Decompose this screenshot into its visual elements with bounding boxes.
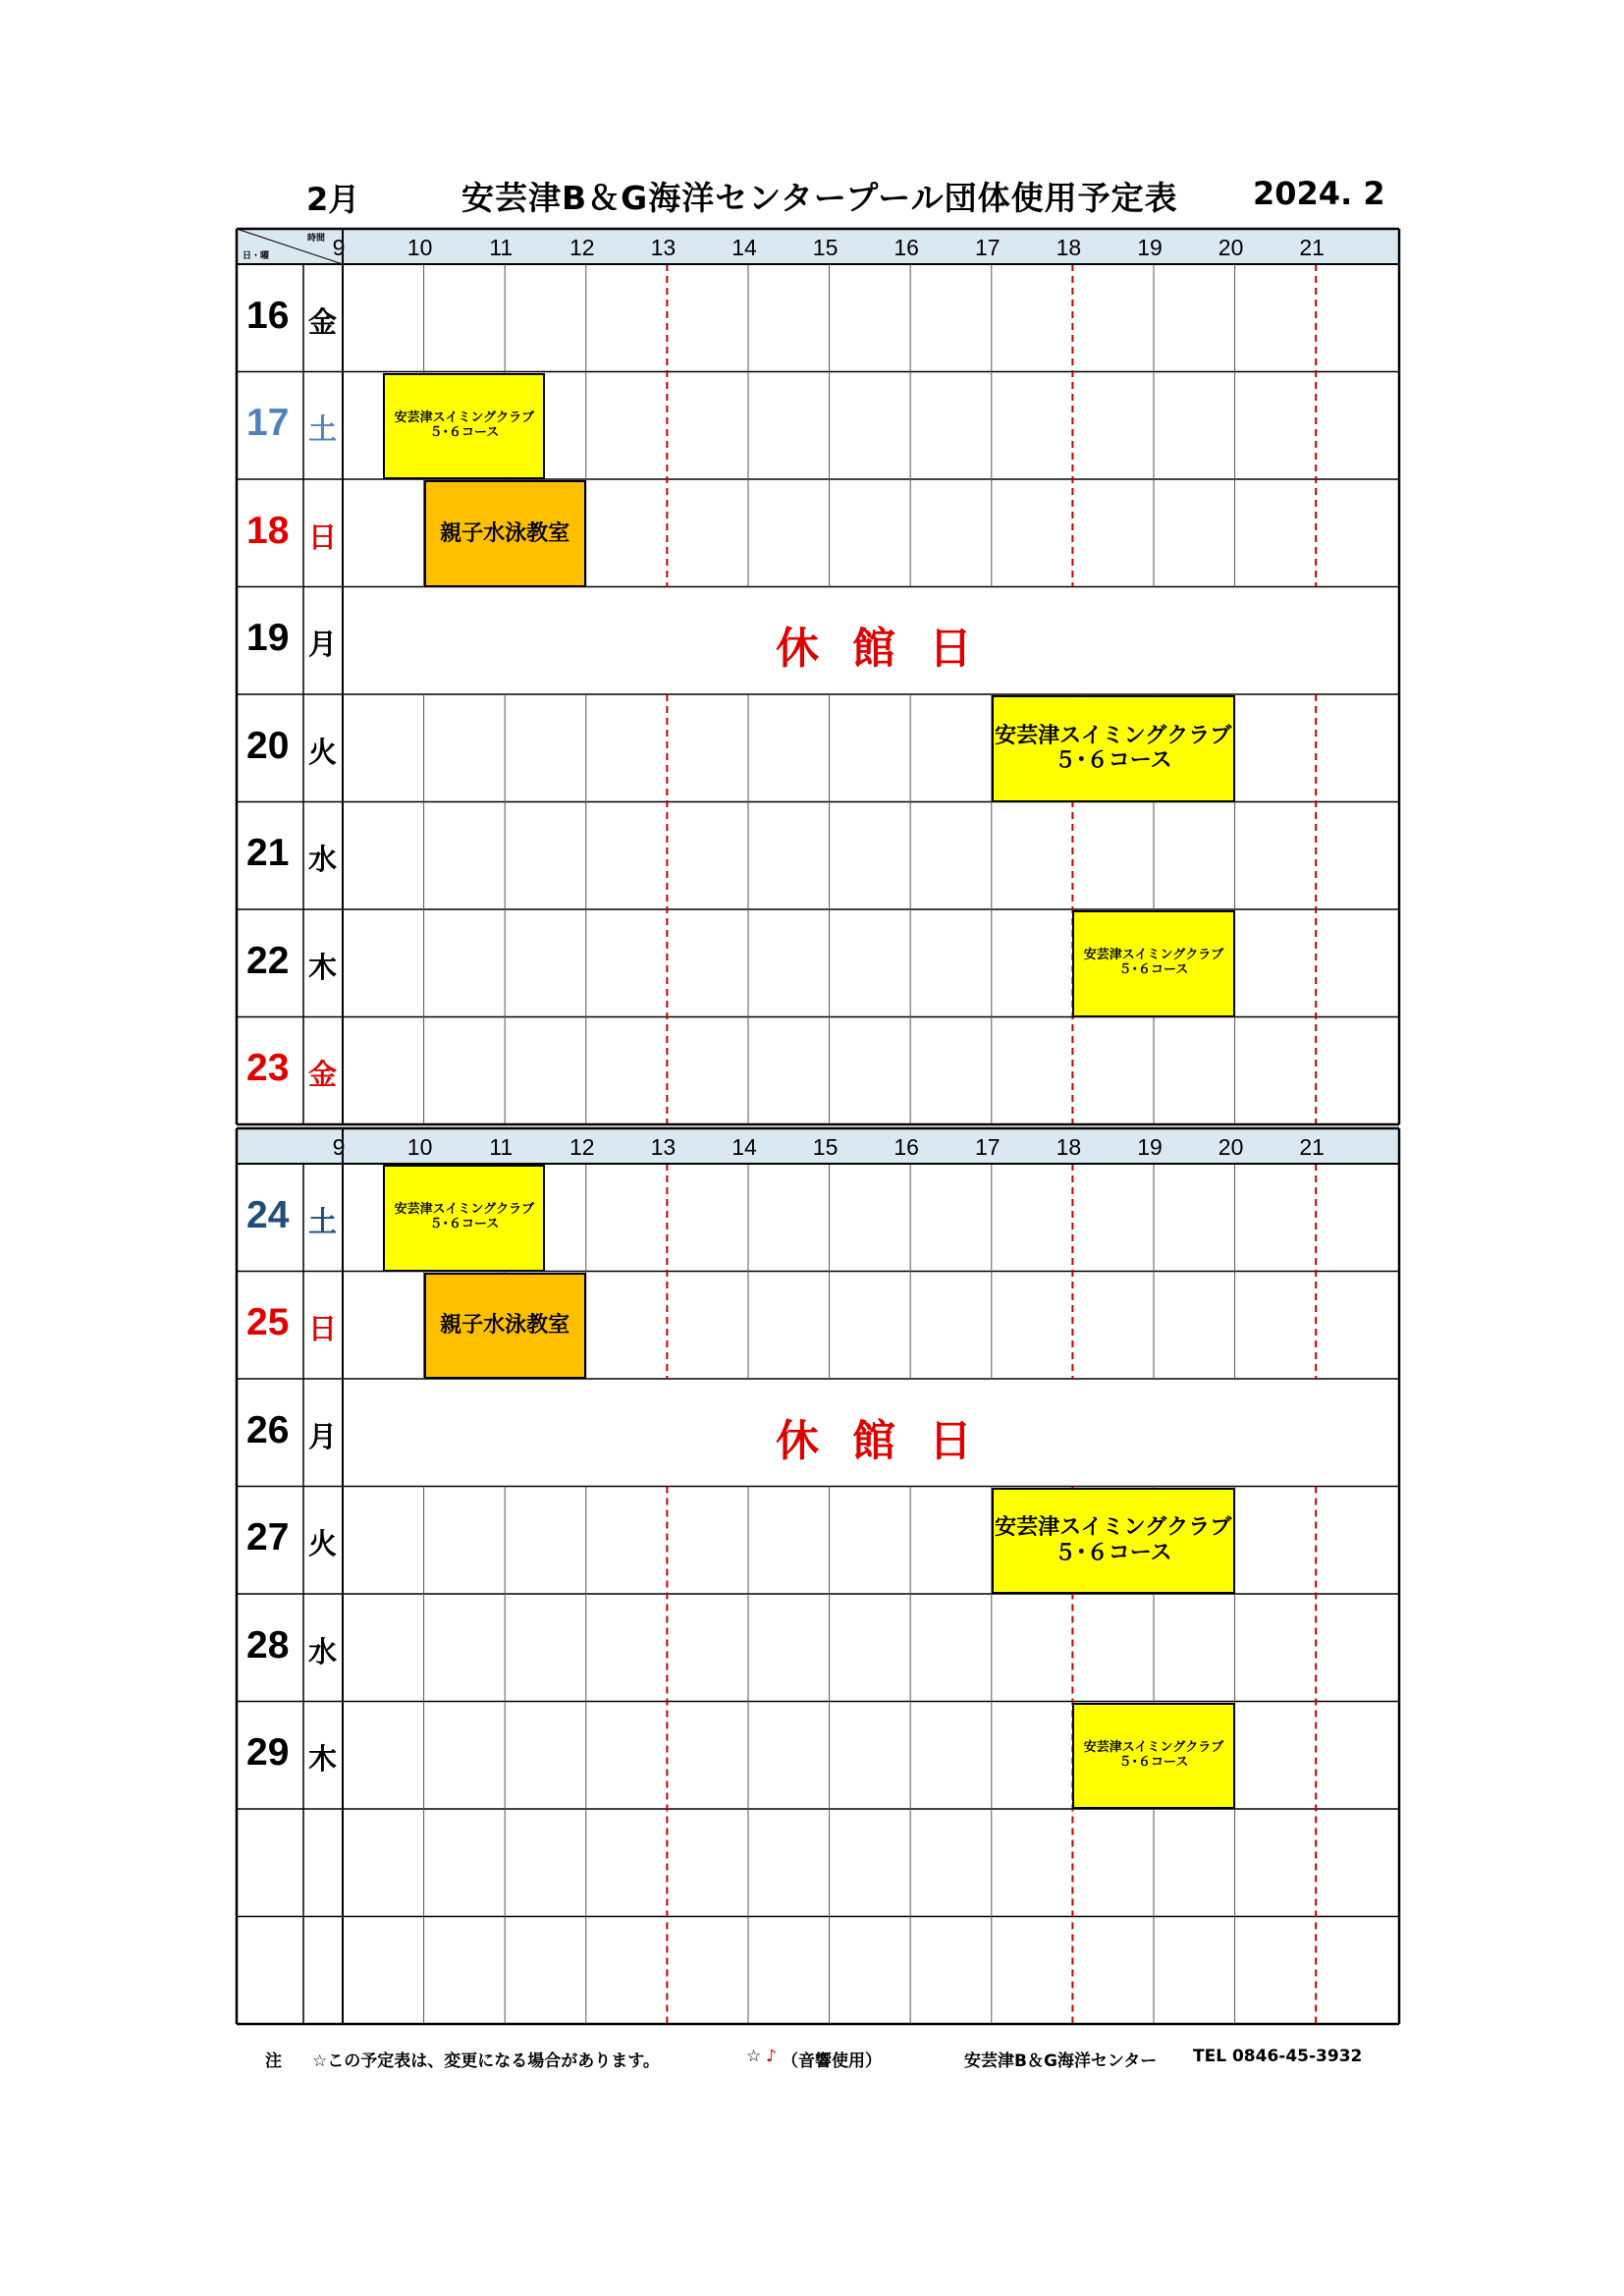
hour-label: 17 [975,235,1001,260]
hour-label: 11 [489,235,514,260]
footnote-note: ☆この予定表は、変更になる場合があります。 [312,2051,660,2071]
event-block [383,1165,545,1272]
hour-label: 11 [489,1134,514,1160]
hour-label: 12 [569,235,595,260]
day-number: 23 [246,1047,290,1090]
hour-label: 19 [1137,235,1163,260]
event-block [383,373,545,480]
day-number: 19 [246,617,290,660]
hour-label: 10 [406,235,433,260]
weekday-label: 月 [308,1419,338,1453]
day-number: 27 [246,1516,290,1559]
event-label: 安芸津スイミングクラブ [1083,1739,1224,1755]
hour-label: 12 [569,1134,595,1160]
event-label: ５･６コース [429,1217,500,1232]
event-label: ５･６コース [1118,1754,1189,1770]
page-title: 安芸津B＆G海洋センタープール団体使用予定表 [461,179,1178,217]
event-label: 安芸津スイミングクラブ [394,410,535,425]
legend-star: ☆ [746,2047,762,2066]
event-block [992,695,1235,802]
hour-label: 9 [332,1134,346,1160]
weekday-label: 土 [308,412,338,447]
day-number: 24 [246,1193,290,1236]
event-block [992,1488,1235,1595]
hour-label: 16 [893,1134,919,1160]
hour-label: 21 [1299,235,1325,260]
weekday-label: 日 [308,519,338,554]
day-number: 16 [246,294,290,337]
event-block [424,480,586,587]
footnote-org: 安芸津B＆G海洋センター [964,2051,1158,2071]
footnote-label: 注 [265,2051,282,2071]
event-block [424,1273,586,1380]
closed-label: 休館日 [776,624,1005,675]
hour-label: 16 [893,235,919,260]
event-label: ５･６コース [1118,962,1189,978]
hour-label: 14 [731,1134,757,1160]
weekday-label: 火 [308,1527,338,1561]
hour-label: 13 [650,1134,677,1160]
hour-label: 18 [1056,235,1082,260]
event-label: ５･６コース [1054,748,1172,774]
weekday-label: 木 [308,950,338,984]
hour-label: 15 [812,1134,839,1160]
header-month: 2月 [306,181,360,218]
day-number: 28 [246,1623,290,1667]
hour-label: 9 [332,235,346,260]
footnote-tel: TEL 0846-45-3932 [1193,2047,1363,2066]
weekday-label: 金 [308,1058,338,1092]
weekday-label: 水 [308,843,338,877]
day-number: 22 [246,939,290,982]
corner-time-label: 時間 [307,234,326,244]
hour-label: 21 [1299,1134,1325,1160]
hour-label: 15 [812,235,839,260]
hour-label: 18 [1056,1134,1082,1160]
hour-label: 19 [1137,1134,1163,1160]
weekday-label: 水 [308,1634,338,1668]
event-label: 安芸津スイミングクラブ [394,1202,535,1218]
day-number: 26 [246,1408,290,1451]
hour-label: 20 [1218,1134,1244,1160]
event-label: 安芸津スイミングクラブ [995,723,1232,748]
weekday-label: 木 [308,1742,338,1777]
hour-label: 17 [975,1134,1001,1160]
day-number: 25 [246,1301,290,1344]
hour-label: 14 [731,235,757,260]
day-number: 17 [246,402,290,445]
corner-day-label: 日・曜 [243,251,270,261]
hour-label: 13 [650,235,677,260]
weekday-label: 火 [308,735,338,769]
weekday-label: 日 [308,1312,338,1346]
event-label: 親子水泳教室 [440,520,570,546]
weekday-label: 月 [308,628,338,662]
legend-music-text: （音響使用） [782,2051,882,2071]
hour-label: 10 [406,1134,433,1160]
event-label: ５･６コース [429,424,500,440]
event-label: 親子水泳教室 [440,1313,570,1339]
music-note-icon: ♪ [766,2047,777,2066]
day-number: 20 [246,724,290,767]
event-block [1072,1703,1234,1810]
event-label: 安芸津スイミングクラブ [995,1515,1232,1541]
header-date: 2024. 2 [1253,175,1385,212]
event-label: ５･６コース [1054,1540,1172,1565]
hour-label: 20 [1218,235,1244,260]
event-block [1072,910,1234,1017]
day-number: 18 [246,509,290,552]
event-label: 安芸津スイミングクラブ [1083,948,1224,963]
weekday-label: 土 [308,1204,338,1238]
day-number: 21 [246,832,290,875]
closed-label: 休館日 [776,1415,1005,1466]
weekday-label: 金 [308,304,338,339]
day-number: 29 [246,1731,290,1775]
